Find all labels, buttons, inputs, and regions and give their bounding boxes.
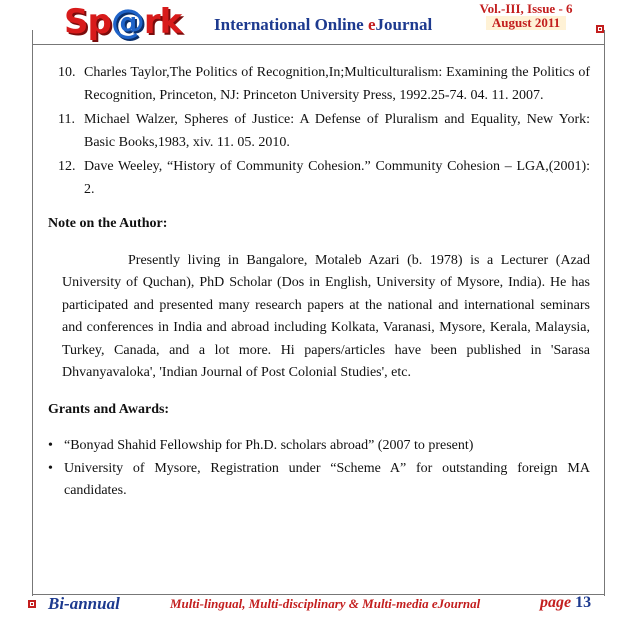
frame-left-line (32, 30, 33, 596)
grants-heading: Grants and Awards: (48, 401, 170, 417)
reference-item: 10. Charles Taylor,The Politics of Recognition,In;Multiculturalism: Examining the Politics of Recognition, Princeton, NJ: Princeton University Press, 1992.25-74. 04. 11. 2007. (58, 65, 590, 103)
page-header (0, 0, 638, 44)
frame-right-line (604, 30, 605, 596)
reference-item: 12. Dave Weeley, “History of Community Cohesion.” Community Cohesion – LGA,(2001): 2. (58, 159, 590, 197)
reference-item: 11. Michael Walzer, Spheres of Justice: A Defense of Pluralism and Equality, New York: Basic Books,1983, xiv. 11. 05. 2010. (58, 112, 590, 150)
author-note-text: Presently living in Bangalore, Motaleb Azari (b. 1978) is a Lecturer (Azad University of Quchan), PhD Scholar (Dos in English, University of Mysore, India). He has participated and presented many research papers at the national and international seminars and conferences in India and abroad including Kolkata, Varanasi, Mysore, Kerala, Malaysia, Turkey, Canada, and a lot more. Hi papers/articles have been published in 'Sarasa Dhvanyavaloka', 'Indian Journal of Post Colonial Studies', etc. (62, 252, 590, 380)
header-corner-square-icon (596, 25, 604, 33)
page-content (46, 62, 590, 503)
reference-list (46, 62, 590, 201)
footer-corner-square-icon (28, 600, 36, 608)
spark-logo: Sp@rk (64, 2, 182, 42)
issue-date: August 2011 (486, 16, 566, 30)
reference-text: Michael Walzer, Spheres of Justice: A Defense of Pluralism and Equality, New York: Basic Books,1983, xiv. 11. 05. 2010. (84, 112, 590, 150)
reference-text: Dave Weeley, “History of Community Cohesion.” Community Cohesion – LGA,(2001): 2. (84, 159, 590, 197)
grants-list (46, 435, 590, 503)
header-rule (32, 44, 604, 45)
footer-frequency: Bi-annual (48, 594, 120, 613)
page-footer (0, 592, 638, 622)
reference-text: Charles Taylor,The Politics of Recognition,In;Multiculturalism: Examining the Politics of Recognition, Princeton, NJ: Princeton University Press, 1992.25-74. 04. 11. 2007. (84, 65, 590, 103)
volume-issue: Vol.-III, Issue - 6 (479, 1, 573, 16)
journal-title: International Online eJournal (214, 15, 433, 34)
footer-tagline: Multi-lingual, Multi-disciplinary & Multi-media eJournal (170, 596, 481, 611)
grant-item: • “Bonyad Shahid Fellowship for Ph.D. scholars abroad” (2007 to present) (48, 438, 474, 453)
page-number: page 13 (540, 594, 592, 611)
grant-item: • University of Mysore, Registration under “Scheme A” for outstanding foreign MA candidates. (48, 460, 590, 498)
author-note-heading: Note on the Author: (48, 216, 168, 231)
volume-info (470, 2, 582, 30)
